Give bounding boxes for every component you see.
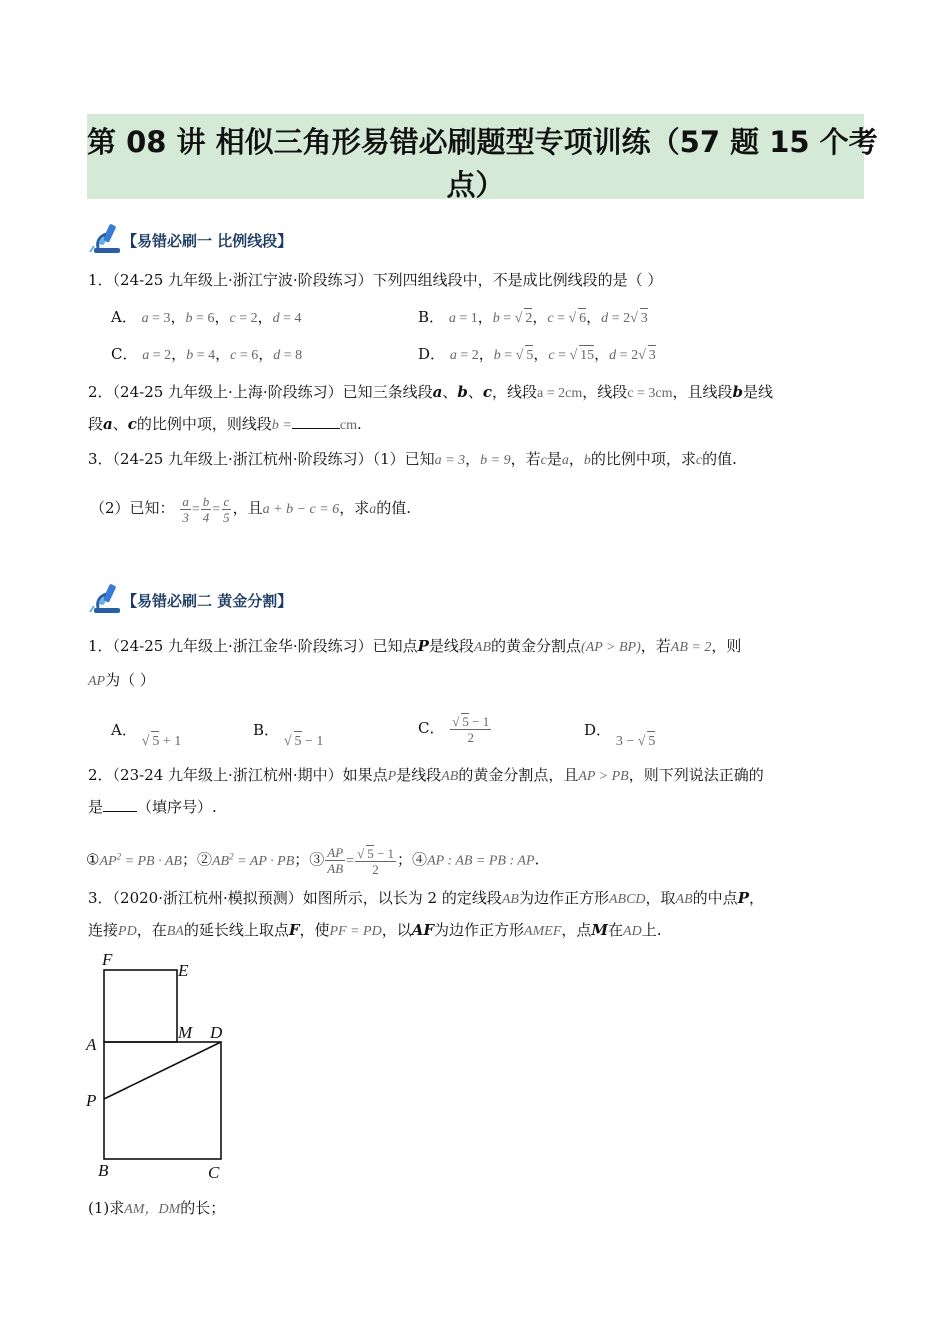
label-m: M xyxy=(178,1023,193,1042)
s2-q2-stem-line1: 2．（23-24 九年级上·浙江杭州·期中）如果点P是线段AB的黄金分割点，且AP > PB，则下列说法正确的 xyxy=(88,766,764,784)
s1-q1-option-b[interactable]: B． a = 1，b = √ 2，c = √ 6，d = 2√ 3 xyxy=(418,307,648,329)
answer-blank[interactable] xyxy=(103,797,137,812)
square-amef xyxy=(104,970,177,1042)
s2-q1-stem-line2: AP为（ ） xyxy=(88,671,155,689)
label-p: P xyxy=(86,1091,97,1110)
s2-q1-option-c[interactable]: C． $\frac{√ 5 - 1}{2}$ xyxy=(418,714,490,745)
section-label: 【易错必刷一 比例线段】 xyxy=(122,232,293,250)
s2-q3-stem-line2: 连接PD，在BA的延长线上取点F，使PF = PD，以AF为边作正方形AMEF，点M在AD上. xyxy=(88,921,662,939)
square-abcd xyxy=(104,1042,221,1159)
s1-q1-option-d[interactable]: D． a = 2，b = √ 5，c = √ 15，d = 2√ 3 xyxy=(418,344,656,366)
s1-q1-stem: 1．（24-25 九年级上·浙江宁波·阶段练习）下列四组线段中，不是成比例线段的是（ ） xyxy=(88,271,663,289)
title-line-1: 第 08 讲 相似三角形易错必刷题型专项训练（57 题 15 个考 xyxy=(87,125,878,159)
label-e: E xyxy=(178,961,189,980)
s2-q1-option-a[interactable]: A． √ 5 + 1 xyxy=(111,720,181,742)
s1-q2-stem-line2: 段a、c的比例中项，则线段b = cm. xyxy=(88,415,362,433)
label-a: A xyxy=(86,1035,97,1054)
s1-q2-stem-line1: 2．（24-25 九年级上·上海·阶段练习）已知三条线段a、b、c，线段a = 2cm，线段c = 3cm，且线段b是线 xyxy=(88,383,774,401)
microscope-icon xyxy=(88,222,124,256)
s2-q3-stem-line1: 3．（2020·浙江杭州·模拟预测）如图所示，以长为 2 的定线段AB为边作正方形ABCD，取AB的中点P， xyxy=(88,889,764,907)
s1-q3-part2: （2）已知： $\frac{a}{3}$ = $\frac{b}{4}$ = $\frac{c}{5}$ ，且a + b − c = 6，求a的值. xyxy=(90,493,412,525)
s2-q2-stem-line2: 是 （填序号）. xyxy=(88,798,217,816)
label-d: D xyxy=(210,1023,223,1042)
geometry-figure xyxy=(80,946,240,1186)
s1-q1-option-c[interactable]: C． a = 2，b = 4，c = 6，d = 8 xyxy=(111,345,303,363)
s2-q1-option-d[interactable]: D． 3 − √ 5 xyxy=(584,720,655,742)
s1-q1-option-a[interactable]: A． a = 3，b = 6，c = 2，d = 4 xyxy=(111,308,302,326)
title-line-2: 点） xyxy=(446,168,505,202)
segment-pd xyxy=(104,1042,221,1099)
section-label: 【易错必刷二 黄金分割】 xyxy=(122,592,293,610)
s2-q1-stem-line1: 1．（24-25 九年级上·浙江金华·阶段练习）已知点P是线段AB的黄金分割点(AP > BP)，若AB = 2，则 xyxy=(88,637,742,655)
label-b: B xyxy=(98,1161,109,1180)
s2-q2-choices: $①AP^2$ = PB · AB；$②AB^2$ = AP · PB；③ $\frac{AP}{AB}$ = $\frac{√ 5 - 1}{2}$ ；④AP : AB = PB : AP. xyxy=(86,845,540,877)
s2-q1-option-b[interactable]: B． √ 5 − 1 xyxy=(253,720,323,742)
microscope-icon xyxy=(88,582,124,616)
s1-q3-stem: 3．（24-25 九年级上·浙江杭州·阶段练习）（1）已知a = 3，b = 9，若c是a，b的比例中项，求c的值. xyxy=(88,450,737,468)
answer-blank[interactable] xyxy=(292,414,340,429)
label-c: C xyxy=(208,1163,220,1182)
s2-q3-sub1: (1)求AM，DM的长； xyxy=(88,1199,226,1217)
title-banner xyxy=(87,114,878,202)
label-f: F xyxy=(102,950,113,969)
